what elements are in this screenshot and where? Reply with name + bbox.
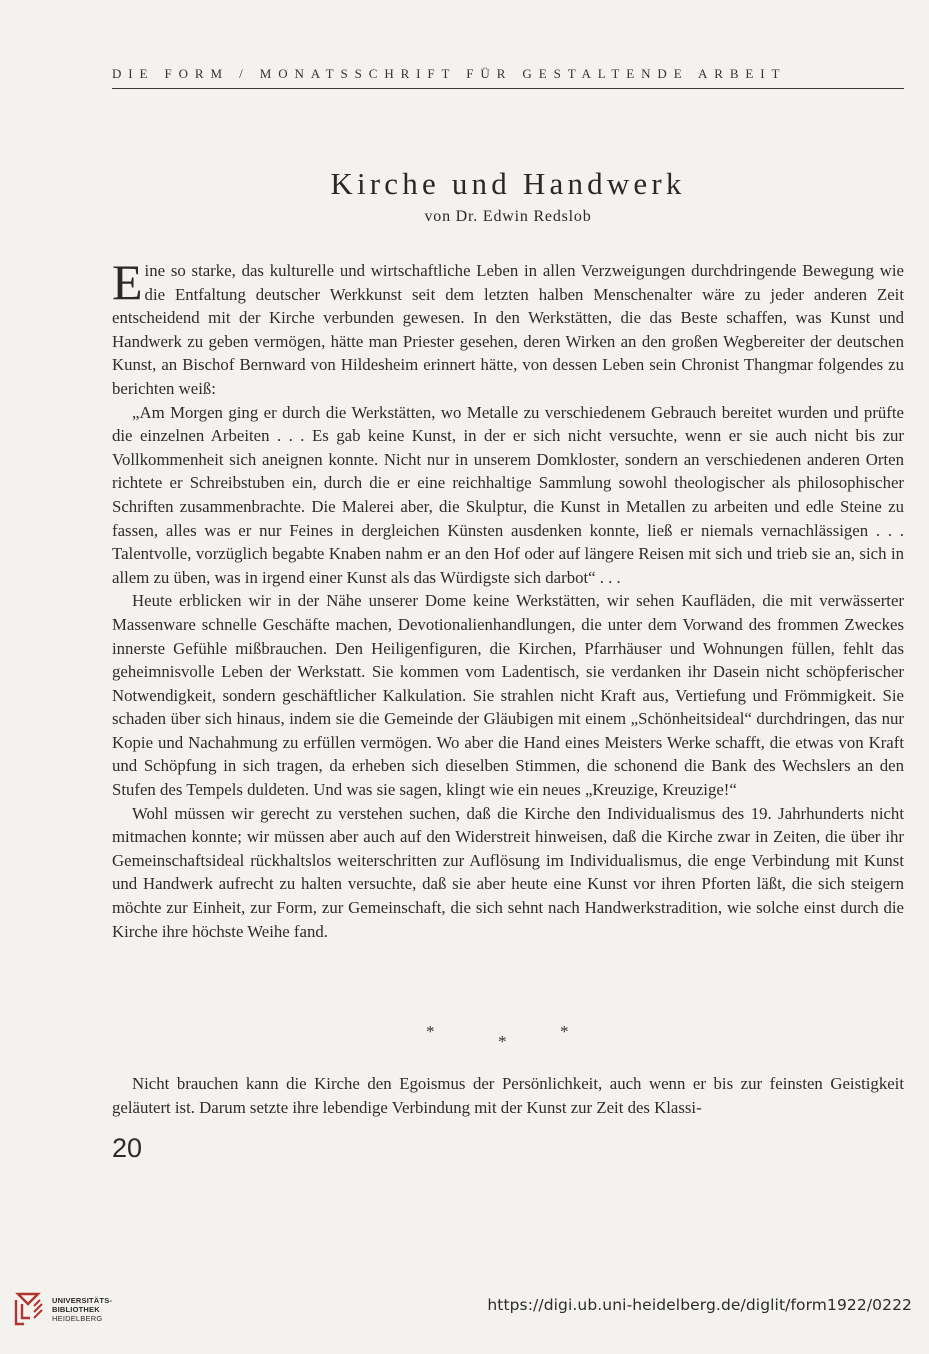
running-head: DIE FORM / MONATSSCHRIFT FÜR GESTALTENDE ARBEIT (112, 66, 787, 81)
source-url-link[interactable]: https://digi.ub.uni-heidelberg.de/diglit/form1922/0222 (487, 1296, 912, 1314)
library-line: UNIVERSITÄTS- (52, 1296, 113, 1305)
article-author: von Dr. Edwin Redslob (424, 208, 592, 225)
paragraph-5: Nicht brauchen kann die Kirche den Egoismus der Persönlichkeit, auch wenn er bis zur feinsten Geistigkeit geläutert ist. Darum setzte ihre lebendige Verbindung mit der Kunst zur Zeit des Klassi- (112, 1074, 904, 1117)
asterisk: * (498, 1032, 507, 1051)
paragraph-4: Wohl müssen wir gerecht zu verstehen suchen, daß die Kirche den Individualismus des 19. Jahrhunderts nicht mitmachen konnte; wir müssen aber auch auf den Widerstreit hinweisen, daß die Kirche zwar in Zeiten, die über ihr Gemeinschaftsideal rückhaltslos weiterschritten zur Auflösung im Individualismus, die enge Verbindung mit Kunst und Handwerk aufrecht zu halten versuchte, daß sie aber heute eine Kunst vor ihren Pforten läßt, die sich steigern möchte zur Einheit, zur Form, zur Gemeinschaft, die sich sehnt nach Handwerkstradition, wie solche einst durch die Kirche ihre höchste Weihe fand. (112, 803, 904, 941)
section-separator (420, 1022, 590, 1052)
article-continuation (112, 1072, 904, 1119)
paragraph-1-text: ine so starke, das kulturelle und wirtschaftliche Leben in allen Verzweigungen durchdringende Bewegung wie die Entfaltung deutscher Werkkunst seit dem letzten halben Menschenalter wäre zu jeder anderen Zeit entscheidend mit der Kirche verbunden gewesen. In den Werkstätten, die das Beste schaffen, was Kunst und Handwerk zu geben vermögen, hätte man Priester gesehen, deren Wirken an den großen Wegbereiter der deutschen Kunst, an Bischof Bernward von Hildesheim erinnert hätte, von dessen Leben sein Chronist Thangmar folgendes zu berichten weiß: (112, 261, 904, 398)
page-number: 20 (112, 1133, 143, 1163)
paragraph-3: Heute erblicken wir in der Nähe unserer Dome keine Werkstätten, wir sehen Kaufläden, die mit verwässerter Massenware schnelle Geschäfte machen, Devotionalienhandlungen, die unter dem Vorwand des frommen Zweckes innerste Gefühle mißbrauchen. Den Heiligenfiguren, die Kirchen, Pfarrhäuser und Wohnungen füllen, fehlt das geheimnisvolle Leben der Werkstatt. Sie kommen vom Ladentisch, sie verdanken ihr Dasein nicht schöpferischer Notwendigkeit, sondern geschäftlicher Kalkulation. Sie strahlen nicht Kraft aus, Vertiefung und Frömmigkeit. Sie schaden über sich hinaus, indem sie die Gemeinde der Gläubigen mit einem „Schönheitsideal“ durchdringen, das nur Kopie und Nachahmung zu erfüllen vermögen. Wo aber die Hand eines Meisters Werke schafft, die etwas von Kraft und Schöpfung in sich tragen, da erheben sich dieselben Stimmen, die schonend die Bank des Wechslers an den Stufen des Tempels duldeten. Und was sie sagen, klingt wie ein neues „Kreuzige, Kreuzige!“ (112, 591, 904, 800)
article-body (112, 254, 904, 943)
library-logo[interactable] (10, 1290, 150, 1334)
article-title: Kirche und Handwerk (330, 166, 686, 201)
paragraph-1 (112, 254, 904, 401)
asterisk: * (426, 1022, 435, 1041)
library-line: BIBLIOTHEK (52, 1305, 100, 1314)
header-rule (112, 88, 904, 89)
library-name (52, 1296, 112, 1323)
paragraph-2: „Am Morgen ging er durch die Werkstätten, wo Metalle zu verschiedenem Gebrauch bereitet wurden und prüfte die einzelnen Arbeiten . . . Es gab keine Kunst, in der er sich nicht versuchte, wenn er sie auch nicht bis zur Vollkommenheit sich aneignen konnte. Nicht nur in unserem Domkloster, sondern an verschiedenen anderen Orten richtete er Schreibstuben ein, durch die er eine reichhaltige Sammlung sowohl theologischer als philosophischer Schriften zusammenbrachte. Die Malerei aber, die Skulptur, die Kunst in Metallen zu arbeiten und edle Steine zu fassen, alles was er nur Feines in dergleichen Künsten ausdenken konnte, ließ er niemals vernachlässigen . . . Talentvolle, vorzüglich begabte Knaben nahm er an den Hof oder auf längere Reisen mit sich und trieb sie an, sich in allem zu üben, was in irgend einer Kunst als das Würdigste sich darbot“ . . . (112, 402, 904, 587)
asterisk: * (560, 1022, 569, 1041)
drop-cap: E (112, 254, 143, 310)
library-emblem-icon (10, 1290, 46, 1330)
library-line: HEIDELBERG (52, 1314, 103, 1323)
